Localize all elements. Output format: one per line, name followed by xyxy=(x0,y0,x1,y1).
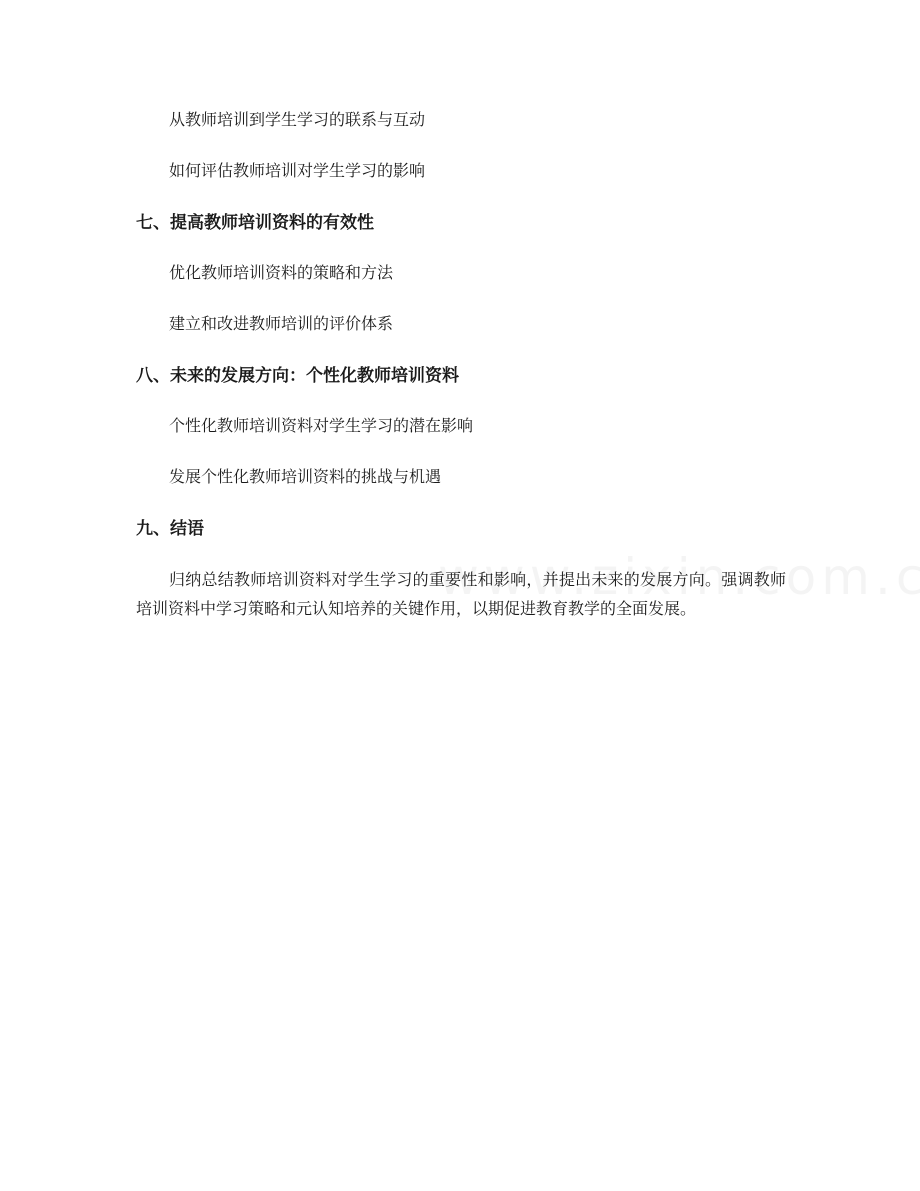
subsection-item: 个性化教师培训资料对学生学习的潜在影响 xyxy=(169,416,474,435)
section-heading-9: 九、结语 xyxy=(136,519,204,539)
subsection-item: 优化教师培训资料的策略和方法 xyxy=(169,263,394,282)
section-heading-7: 七、提高教师培训资料的有效性 xyxy=(136,213,374,233)
section-heading-8: 八、未来的发展方向：个性化教师培训资料 xyxy=(136,366,459,386)
conclusion-paragraph: 归纳总结教师培训资料对学生学习的重要性和影响，并提出未来的发展方向。强调教师培训资料中学习策略和元认知培养的关键作用，以期促进教育教学的全面发展。 xyxy=(136,570,786,618)
subsection-item: 从教师培训到学生学习的联系与互动 xyxy=(169,110,426,129)
subsection-item: 如何评估教师培训对学生学习的影响 xyxy=(169,161,426,180)
subsection-item: 建立和改进教师培训的评价体系 xyxy=(169,314,394,333)
subsection-item: 发展个性化教师培训资料的挑战与机遇 xyxy=(169,467,442,486)
